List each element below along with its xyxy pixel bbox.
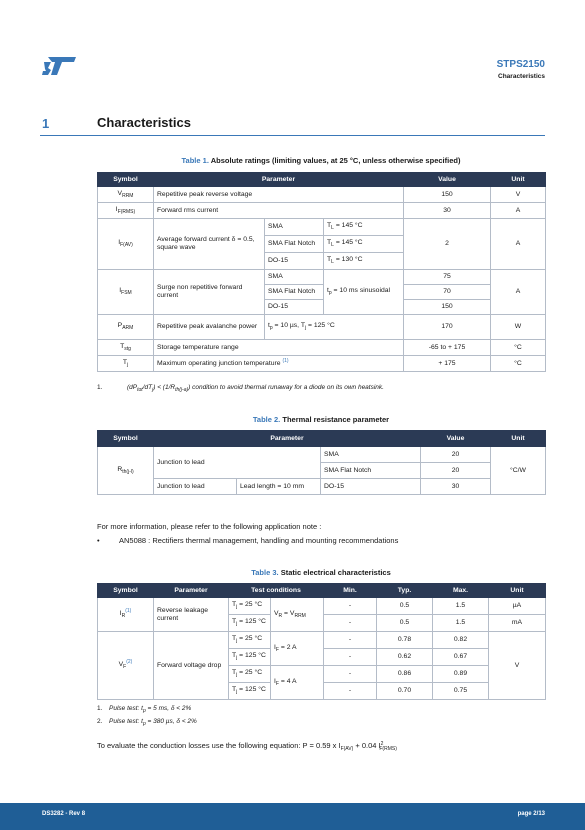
table2-caption: [97, 415, 545, 424]
package-cell: SMA: [265, 219, 324, 236]
table3-title: Static electrical characteristics: [280, 568, 391, 577]
header-right: [497, 59, 545, 80]
value-cell: 20: [421, 463, 491, 479]
package-cell: DO-15: [265, 253, 324, 270]
typ-cell: 0.78: [377, 632, 433, 649]
unit-cell: V: [491, 187, 546, 203]
package-cell: SMA Flat Notch: [321, 463, 421, 479]
value-cell: + 175: [404, 356, 491, 372]
table-row: [98, 219, 546, 236]
unit-cell: °C: [491, 340, 546, 356]
typ-cell: 0.5: [377, 598, 433, 615]
condition-cell: $t_p = 10$ ms sinusoidal: [324, 270, 404, 315]
max-cell: 0.67: [433, 649, 489, 666]
condition-cell: $T_L = 145$ °C: [324, 219, 404, 236]
th-symbol: Symbol: [98, 584, 154, 598]
parameter-cell: Maximum operating junction temperature $^{(1)}$: [154, 356, 404, 372]
symbol-cell: $V_F^{(2)}$: [98, 632, 154, 700]
table1-title: Absolute ratings (limiting values, at 25 °C, unless otherwise specified): [210, 156, 461, 165]
unit-cell: µA: [489, 598, 546, 615]
condition-cell: $t_p = 10$ µs, $T_j = 125$ °C: [265, 315, 404, 340]
th-unit: Unit: [491, 173, 546, 187]
parameter-cell: Storage temperature range: [154, 340, 404, 356]
condition-cell: $T_L = 145$ °C: [324, 236, 404, 253]
table3-caption: [97, 568, 545, 577]
value-cell: 30: [421, 479, 491, 495]
tj-cell: $T_j = 25$ °C: [229, 632, 271, 649]
symbol-cell: $I_{F(RMS)}$: [98, 203, 154, 219]
table1-footnote: 1. $(dP_{tot}/dT_j) < (1/R_{th(j-a)})$ condition to avoid thermal runaway for a diode on its own heatsink.: [97, 384, 384, 393]
min-cell: -: [324, 649, 377, 666]
header-subtitle: Characteristics: [498, 73, 545, 80]
value-cell: 150: [404, 187, 491, 203]
condition-cell: $I_F = 2$ A: [271, 632, 324, 666]
section-divider: [40, 135, 545, 136]
section-title: Characteristics: [97, 115, 191, 130]
value-cell: 30: [404, 203, 491, 219]
unit-cell: A: [491, 219, 546, 270]
condition-cell: $V_R = V_{RRM}$: [271, 598, 324, 632]
symbol-cell: $T_j$: [98, 356, 154, 372]
package-cell: SMA: [265, 270, 324, 285]
package-cell: DO-15: [321, 479, 421, 495]
typ-cell: 0.62: [377, 649, 433, 666]
typ-cell: 0.70: [377, 683, 433, 700]
symbol-cell: $I_{F(AV)}$: [98, 219, 154, 270]
condition-cell: Lead length = 10 mm: [237, 479, 321, 495]
th-parameter: Parameter: [154, 584, 229, 598]
th-value: Value: [404, 173, 491, 187]
table2-title: Thermal resistance parameter: [282, 415, 390, 424]
parameter-cell: Forward rms current: [154, 203, 404, 219]
th-typ: Typ.: [377, 584, 433, 598]
parameter-cell: Junction to lead: [154, 447, 321, 479]
unit-cell: mA: [489, 615, 546, 632]
table1-label: Table 1.: [181, 156, 209, 165]
th-value: Value: [421, 431, 491, 447]
parameter-cell: Forward voltage drop: [154, 632, 229, 700]
table-row: [98, 447, 546, 463]
max-cell: 1.5: [433, 615, 489, 632]
tj-cell: $T_j = 125$ °C: [229, 649, 271, 666]
value-cell: 2: [404, 219, 491, 270]
th-min: Min.: [324, 584, 377, 598]
symbol-cell: $P_{ARM}$: [98, 315, 154, 340]
tj-cell: $T_j = 25$ °C: [229, 598, 271, 615]
table2-label: Table 2.: [252, 415, 281, 424]
table3-footnote-1: 1. Pulse test: $t_p = 5$ ms, δ < 2%: [97, 705, 192, 714]
typ-cell: 0.5: [377, 615, 433, 632]
table1-caption: [97, 156, 545, 165]
th-test-conditions: Test conditions: [229, 584, 324, 598]
unit-cell: V: [489, 632, 546, 700]
typ-cell: 0.86: [377, 666, 433, 683]
condition-cell: $I_F = 4$ A: [271, 666, 324, 700]
max-cell: 0.82: [433, 632, 489, 649]
th-parameter: Parameter: [154, 431, 421, 447]
table3-footnote-2: 2. Pulse test: $t_p = 380$ µs, δ < 2%: [97, 718, 197, 727]
th-symbol: Symbol: [98, 173, 154, 187]
tj-cell: $T_j = 125$ °C: [229, 615, 271, 632]
th-max: Max.: [433, 584, 489, 598]
condition-cell: $T_L = 130$ °C: [324, 253, 404, 270]
unit-cell: °C: [491, 356, 546, 372]
parameter-cell: Reverse leakage current: [154, 598, 229, 632]
st-logo-icon: [42, 57, 76, 75]
conduction-loss-equation: To evaluate the conduction losses use the following equation: P = 0.59 x $I_{F(AV)} + 0.04$ $I^2_{F(RMS)}$: [97, 741, 397, 752]
unit-cell: A: [491, 203, 546, 219]
value-cell: 170: [404, 315, 491, 340]
value-cell: 20: [421, 447, 491, 463]
part-number: STPS2150: [496, 59, 545, 70]
table-row: [98, 187, 546, 203]
table-row: [98, 632, 546, 649]
parameter-cell: Junction to lead: [154, 479, 237, 495]
table-row: [98, 315, 546, 340]
table-row: [98, 479, 546, 495]
symbol-cell: $R_{th(j-l)}$: [98, 447, 154, 495]
symbol-cell: $I_{FSM}$: [98, 270, 154, 315]
table-row: [98, 270, 546, 285]
max-cell: 0.75: [433, 683, 489, 700]
value-cell: 75: [404, 270, 491, 285]
parameter-cell: Surge non repetitive forward current: [154, 270, 265, 315]
min-cell: -: [324, 683, 377, 700]
parameter-cell: Repetitive peak avalanche power: [154, 315, 265, 340]
section-number: 1: [42, 116, 50, 131]
min-cell: -: [324, 615, 377, 632]
table3-label: Table 3.: [251, 568, 279, 577]
unit-cell: A: [491, 270, 546, 315]
table2-thermal-resistance: [97, 430, 546, 495]
symbol-cell: $V_{RRM}$: [98, 187, 154, 203]
value-cell: 70: [404, 285, 491, 300]
min-cell: -: [324, 666, 377, 683]
min-cell: -: [324, 598, 377, 615]
max-cell: 0.89: [433, 666, 489, 683]
table1-absolute-ratings: [97, 172, 546, 372]
package-cell: DO-15: [265, 300, 324, 315]
value-cell: -65 to + 175: [404, 340, 491, 356]
tj-cell: $T_j = 25$ °C: [229, 666, 271, 683]
min-cell: -: [324, 632, 377, 649]
th-unit: Unit: [491, 431, 546, 447]
page-footer: [0, 803, 585, 830]
package-cell: SMA Flat Notch: [265, 236, 324, 253]
page-number: page 2/13: [517, 811, 545, 817]
tj-cell: $T_j = 125$ °C: [229, 683, 271, 700]
table-row: [98, 340, 546, 356]
table-row: [98, 356, 546, 372]
th-parameter: Parameter: [154, 173, 404, 187]
parameter-cell: Repetitive peak reverse voltage: [154, 187, 404, 203]
parameter-cell: Average forward current δ = 0.5, square wave: [154, 219, 265, 270]
value-cell: 150: [404, 300, 491, 315]
table-row: [98, 598, 546, 615]
table-row: [98, 203, 546, 219]
th-unit: Unit: [489, 584, 546, 598]
symbol-cell: $I_R^{(1)}$: [98, 598, 154, 632]
application-note-item: • AN5088 : Rectifiers thermal management, handling and mounting recommendations: [97, 536, 399, 545]
th-symbol: Symbol: [98, 431, 154, 447]
table3-static-electrical: [97, 583, 546, 700]
package-cell: SMA Flat Notch: [265, 285, 324, 300]
package-cell: SMA: [321, 447, 421, 463]
symbol-cell: $T_{stg}$: [98, 340, 154, 356]
unit-cell: W: [491, 315, 546, 340]
unit-cell: °C/W: [491, 447, 546, 495]
max-cell: 1.5: [433, 598, 489, 615]
document-revision: DS3282 - Rev 8: [42, 811, 86, 817]
application-note-text: For more information, please refer to the following application note :: [97, 522, 322, 531]
